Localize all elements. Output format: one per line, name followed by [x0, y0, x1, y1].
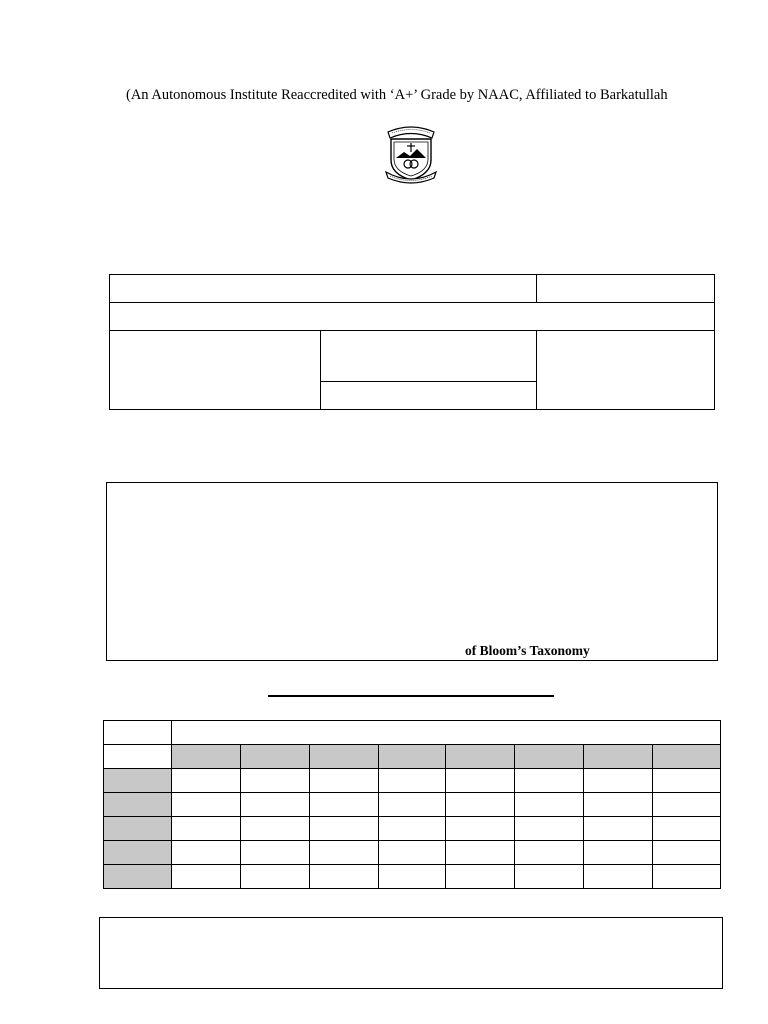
duration-cell: [320, 381, 537, 409]
grid-header-cell: [309, 745, 378, 769]
college-crest-emblem-icon: [380, 122, 442, 184]
grid-header-cell: [240, 745, 309, 769]
table-row: [104, 793, 721, 817]
section-underline: [268, 695, 554, 697]
grid-header-cell: [378, 745, 446, 769]
table-row: [104, 865, 721, 889]
row-label-cell: [104, 769, 172, 793]
table-row: [104, 769, 721, 793]
grid-header-cell: [446, 745, 515, 769]
grid-header-blank: [104, 745, 172, 769]
grid-header-cell: [584, 745, 653, 769]
max-marks-cell: [320, 331, 537, 382]
grid-header-cell: [171, 745, 240, 769]
grid-header-cell: [515, 745, 584, 769]
course-info-table: [109, 274, 715, 410]
course-code-cell: [537, 275, 715, 303]
table-row: [104, 817, 721, 841]
grid-title-cell: [171, 721, 720, 745]
exam-detail-cell: [110, 331, 321, 410]
course-title-cell: [110, 275, 537, 303]
grid-header-cell: [653, 745, 721, 769]
grid-corner-cell: [104, 721, 172, 745]
grid-header-row: [104, 745, 721, 769]
instructions-box: [106, 482, 718, 661]
row-label-cell: [104, 865, 172, 889]
row-label-cell: [104, 817, 172, 841]
time-cell: [537, 331, 715, 410]
blooms-marks-grid: [103, 720, 721, 889]
row-label-cell: [104, 793, 172, 817]
row-label-cell: [104, 841, 172, 865]
notes-box: [99, 917, 723, 989]
table-row: [104, 841, 721, 865]
institute-affiliation-line: (An Autonomous Institute Reaccredited with ‘A+’ Grade by NAAC, Affiliated to Barkatullah: [126, 87, 668, 103]
blooms-taxonomy-caption: of Bloom’s Taxonomy: [465, 643, 590, 658]
programme-cell: [110, 303, 715, 331]
